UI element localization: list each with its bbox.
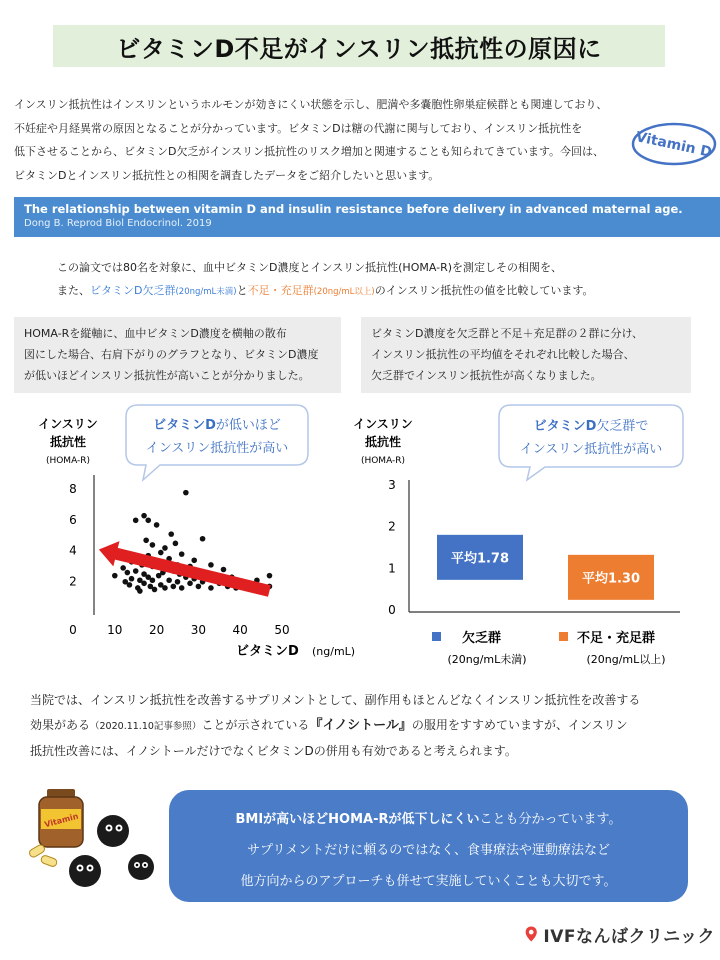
scatter-point <box>150 577 156 583</box>
scatter-callout <box>126 405 308 480</box>
scatter-point <box>143 537 149 543</box>
callout-line-1: ビタミンDが低いほど <box>153 418 281 433</box>
scatter-point <box>152 587 158 593</box>
scatter-point <box>173 541 179 547</box>
vitamin-d-badge <box>630 120 718 168</box>
bar-legend <box>432 630 666 666</box>
recommendation-line: 当院では、インスリン抵抗性を改善するサプリメントとして、副作用もほとんどなくインスリン抵抗性を改善する <box>30 693 641 707</box>
scatter-point <box>179 551 185 557</box>
clinic-recommendation <box>30 688 710 764</box>
bar-y-ticks <box>388 478 396 617</box>
description-text: と <box>236 284 248 297</box>
bar-y-tick-label: 1 <box>388 561 396 576</box>
inositol-emphasis: 『イノシトール』 <box>309 718 412 733</box>
bar-value-label: 平均1.78 <box>450 551 510 567</box>
scatter-point <box>187 581 193 587</box>
paper-title: The relationship between vitamin D and insulin resistance before delivery in advanced maternal age. <box>24 202 683 216</box>
advice-text: ことも分かっています。 <box>479 812 622 827</box>
intro-line: 不妊症や月経異常の原因となることが分かっています。ビタミンDは糖の代謝に関与しており、インスリン抵抗性を <box>14 121 583 135</box>
supplement-bottle-icon <box>39 789 83 847</box>
scatter-ylabel-3: (HOMA-R) <box>45 456 91 466</box>
scatter-point <box>221 567 227 573</box>
bmi-emphasis: BMIが高いほどHOMA-Rが低下しにくい <box>235 812 480 827</box>
recommendation-text: 効果がある <box>30 718 91 732</box>
bar-ylabel-1: インスリン <box>353 417 413 431</box>
bmi-advice-box <box>169 790 688 902</box>
bar-explanation-box <box>361 317 691 393</box>
scatter-point <box>171 584 177 590</box>
scatter-x-tick-label: 40 <box>232 623 248 637</box>
title-banner <box>53 25 665 67</box>
description-line: この論文では80名を対象に、血中ビタミンD濃度とインスリン抵抗性(HOMA-R)を測定しその相関を、 <box>57 261 563 274</box>
explanation-line: HOMA-Rを縦軸に、血中ビタミンD濃度を横軸の散布 <box>24 327 287 340</box>
explanation-line: が低いほどインスリン抵抗性が高いことが分かりました。 <box>24 369 310 382</box>
scatter-point <box>208 562 214 568</box>
scatter-point <box>129 576 135 582</box>
explanation-line: 欠乏群でインスリン抵抗性が高くなりました。 <box>371 369 602 382</box>
group-sufficient-label: 不足・充足群 <box>247 284 314 297</box>
explanation-line: インスリン抵抗性の平均値をそれぞれ比較した場合、 <box>371 348 635 361</box>
advice-line <box>169 804 688 835</box>
scatter-x-tick-label: 50 <box>274 623 290 637</box>
scatter-ylabel-1: インスリン <box>38 417 98 431</box>
scatter-x-ticks <box>69 623 289 637</box>
legend-label-deficient: 欠乏群 <box>462 631 502 646</box>
badge-text: Vitamin D <box>634 129 714 161</box>
advice-line: サプリメントだけに頼るのではなく、食事療法や運動療法など <box>247 843 610 858</box>
recommendation-line: 抵抗性改善には、イノシトールだけでなくビタミンDの併用も有効であると考えられます。 <box>30 744 517 758</box>
paper-citation: Dong B. Reprod Biol Endocrinol. 2019 <box>24 218 212 229</box>
bar-ylabel-2: 抵抗性 <box>364 435 402 449</box>
bar-y-tick-label: 2 <box>388 519 396 534</box>
scatter-point <box>154 522 160 528</box>
charts-area <box>0 395 720 675</box>
article-reference-note: （2020.11.10記事参照） <box>90 721 202 732</box>
bar-ylabel-3: (HOMA-R) <box>360 456 406 466</box>
recommendation-line <box>30 713 710 739</box>
intro-paragraph <box>14 93 629 187</box>
scatter-point <box>158 550 164 556</box>
legend-unit-deficient: (20ng/mL未満) <box>447 653 527 666</box>
explanation-line: 図にした場合、右肩下がりのグラフとなり、ビタミンD濃度 <box>24 348 319 361</box>
scatter-point <box>137 588 143 594</box>
bar-callout <box>499 405 683 480</box>
scatter-point <box>127 582 133 588</box>
supplement-illustration <box>25 785 165 895</box>
scatter-point <box>183 490 189 496</box>
scatter-y-ticks <box>69 482 77 588</box>
scatter-chart <box>38 405 355 659</box>
legend-swatch-deficient <box>432 632 441 641</box>
group-deficient-label: ビタミンD欠乏群 <box>90 284 176 297</box>
location-pin-icon <box>525 921 537 947</box>
scatter-point <box>162 545 168 551</box>
legend-unit-sufficient: (20ng/mL以上) <box>586 653 666 666</box>
scatter-explanation-box <box>14 317 341 393</box>
scatter-y-tick-label: 2 <box>69 574 77 589</box>
scatter-y-tick-label: 6 <box>69 512 77 527</box>
legend-label-sufficient: 不足・充足群 <box>577 631 656 646</box>
scatter-x-tick-label: 0 <box>69 623 77 637</box>
scatter-point <box>141 513 147 519</box>
bar-y-tick-label: 3 <box>388 478 396 492</box>
bar-chart <box>353 405 683 666</box>
scatter-point <box>141 581 147 587</box>
scatter-point <box>179 585 185 591</box>
study-description <box>57 256 594 304</box>
description-line <box>57 279 594 304</box>
scatter-xlabel-unit: (ng/mL) <box>312 645 356 658</box>
scatter-point <box>175 579 181 585</box>
bar-bars <box>437 535 654 600</box>
intro-line: 低下させることから、ビタミンD欠乏がインスリン抵抗性のリスク増加と関連することも知られてきています。今回は、 <box>14 145 605 158</box>
group-deficient-unit: (20ng/mL未満) <box>175 287 237 297</box>
intro-line: インスリン抵抗性はインスリンというホルモンが効きにくい状態を示し、肥満や多嚢胞性卵巣症候群とも関連しており、 <box>14 98 608 111</box>
scatter-y-tick-label: 4 <box>69 543 77 558</box>
scatter-x-tick-label: 20 <box>148 623 165 637</box>
scatter-point <box>112 573 118 579</box>
clinic-name: IVFなんばクリニック <box>543 926 715 947</box>
scatter-point <box>208 585 214 591</box>
advice-line: 他方向からのアプローチも併せて実施していくことも大切です。 <box>240 874 617 889</box>
bar-value-label: 平均1.30 <box>581 571 641 587</box>
scatter-point <box>133 517 139 523</box>
legend-swatch-sufficient <box>559 632 568 641</box>
bottle-label: Vitamin <box>43 811 80 830</box>
callout-line-1: ビタミンD欠乏群で <box>533 419 649 434</box>
description-text: また、 <box>57 284 90 297</box>
scatter-point <box>145 517 151 523</box>
scatter-x-tick-label: 10 <box>107 623 123 637</box>
clinic-logo <box>525 919 715 949</box>
scatter-point <box>125 570 131 576</box>
scatter-point <box>168 531 174 537</box>
group-sufficient-unit: (20ng/mL以上) <box>313 287 375 297</box>
explanation-line: ビタミンD濃度を欠乏群と不足＋充足群の２群に分け、 <box>371 327 644 340</box>
scatter-ylabel-2: 抵抗性 <box>49 435 87 449</box>
scatter-x-tick-label: 30 <box>190 623 207 637</box>
scatter-point <box>267 573 273 579</box>
scatter-point <box>133 568 139 574</box>
paper-reference <box>14 197 720 237</box>
page-title: ビタミンD不足がインスリン抵抗性の原因に <box>116 34 602 63</box>
scatter-y-tick-label: 8 <box>69 482 77 496</box>
scatter-xlabel <box>236 644 355 659</box>
intro-line: ビタミンDとインスリン抵抗性との相関を調査したデータをご紹介したいと思います。 <box>14 168 440 182</box>
callout-line-2: インスリン抵抗性が高い <box>519 442 663 457</box>
scatter-point <box>150 542 156 548</box>
callout-line-2: インスリン抵抗性が高い <box>145 441 289 456</box>
scatter-point <box>191 557 197 563</box>
scatter-point <box>200 536 206 542</box>
recommendation-text: ことが示されている <box>201 718 310 732</box>
scatter-point <box>162 585 168 591</box>
scatter-point <box>120 565 126 571</box>
scatter-xlabel-text: ビタミンD <box>236 644 299 659</box>
scatter-point <box>196 584 202 590</box>
bar-y-tick-label: 0 <box>388 603 396 617</box>
scatter-point <box>166 577 172 583</box>
description-text: のインスリン抵抗性の値を比較しています。 <box>374 284 594 297</box>
recommendation-text: の服用をすすめていますが、インスリン <box>411 718 628 732</box>
